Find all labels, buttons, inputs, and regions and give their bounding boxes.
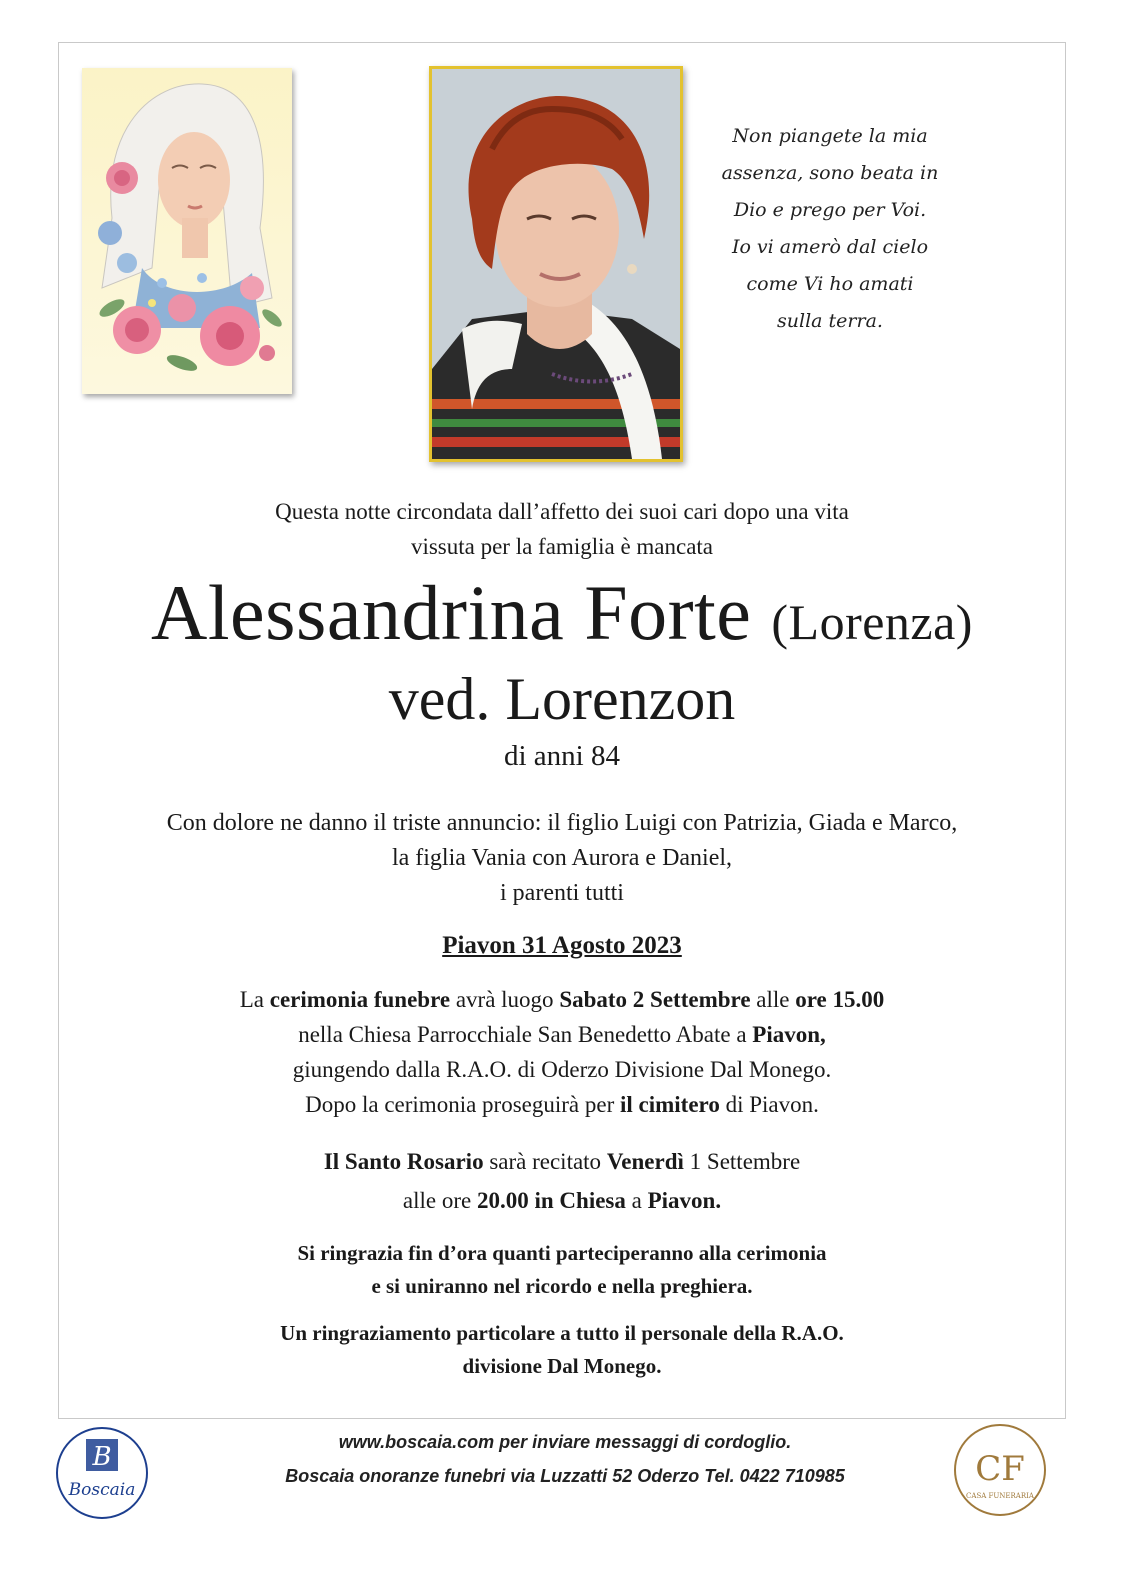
ceremony-line: giungendo dalla R.A.O. di Oderzo Divisione Dal Monego. [292,1057,832,1082]
ceremony-info [58,982,1066,1122]
cf-logo-caption: CASA FUNERARIA [966,1492,1034,1500]
thanks-line: e si uniranno nel ricordo e nella preghiera. [371,1274,753,1298]
casa-funeraria-logo [952,1422,1048,1518]
thanks-line: divisione Dal Monego. [462,1354,662,1378]
boscaia-logo-word: Boscaia [68,1480,136,1500]
text: 1 Settembre [683,1149,801,1174]
ceremony-label: cerimonia funebre [269,987,451,1012]
rosary-place: Piavon. [647,1188,722,1213]
rosary-label: Il Santo Rosario [323,1149,484,1174]
thanks-line: Si ringrazia fin d’ora quanti parteciperanno alla cerimonia [297,1241,827,1265]
thanks-line: Un ringraziamento particolare a tutto il personale della R.A.O. [280,1321,844,1345]
poem-line: Non piangete la mia [732,125,928,147]
rosary-line [58,1142,1066,1181]
text: alle ore [402,1188,477,1213]
thanks-text [58,1237,1066,1303]
ceremony-line [58,1087,1066,1122]
rosary-info [58,1142,1066,1220]
family-line: i parenti tutti [500,880,624,906]
poem [700,118,960,340]
text: alle [750,987,796,1012]
madonna-image [82,68,292,394]
poem-line: assenza, sono beata in [721,162,939,184]
text: di Piavon. [719,1092,819,1117]
intro-line: vissuta per la famiglia è mancata [410,534,714,559]
ceremony-line [58,982,1066,1017]
cf-logo-letters: CF [975,1449,1025,1489]
poem-line: Dio e prego per Voi. [733,199,927,221]
rosary-day: Venerdì [606,1149,684,1174]
footer-website: www.boscaia.com per inviare messaggi di cordoglio. [338,1432,792,1452]
intro-text [58,494,1066,564]
text: a [625,1188,648,1213]
deceased-name [58,568,1066,667]
text: nella Chiesa Parrocchiale San Benedetto Abate a [298,1022,753,1047]
footer-address: Boscaia onoranze funebri via Luzzatti 52 Oderzo Tel. 0422 710985 [285,1466,845,1486]
boscaia-logo [54,1425,150,1521]
ceremony-line [58,1017,1066,1052]
place-date: Piavon 31 Agosto 2023 [442,932,682,959]
ceremony-place: Piavon, [752,1022,826,1047]
family-line: Con dolore ne danno il triste annuncio: il figlio Luigi con Patrizia, Giada e Marco, [166,810,958,836]
text: La [239,987,270,1012]
widow-of: ved. Lorenzon [388,666,736,732]
ceremony-time: ore 15.00 [795,987,885,1012]
cemetery: il cimitero [619,1092,720,1117]
nickname: (Lorenza) [771,594,973,650]
intro-line: Questa notte circondata dall’affetto dei suoi cari dopo una vita [275,499,849,524]
text: avrà luogo [450,987,560,1012]
rosary-time: 20.00 in Chiesa [476,1188,626,1213]
text: Dopo la cerimonia proseguirà per [305,1092,620,1117]
poem-line: come Vi ho amati [746,273,914,295]
age: di anni 84 [504,740,620,772]
full-name: Alessandrina Forte [151,569,752,656]
boscaia-logo-letter: B [92,1442,112,1472]
family-announcement [58,806,1066,911]
ceremony-date: Sabato 2 Settembre [559,987,751,1012]
poem-line: sulla terra. [777,310,883,332]
portrait-photo [429,66,683,462]
text: sarà recitato [483,1149,607,1174]
special-thanks-text [58,1317,1066,1383]
family-line: la figlia Vania con Aurora e Daniel, [391,845,733,871]
rosary-line [58,1181,1066,1220]
poem-line: Io vi amerò dal cielo [731,236,929,258]
